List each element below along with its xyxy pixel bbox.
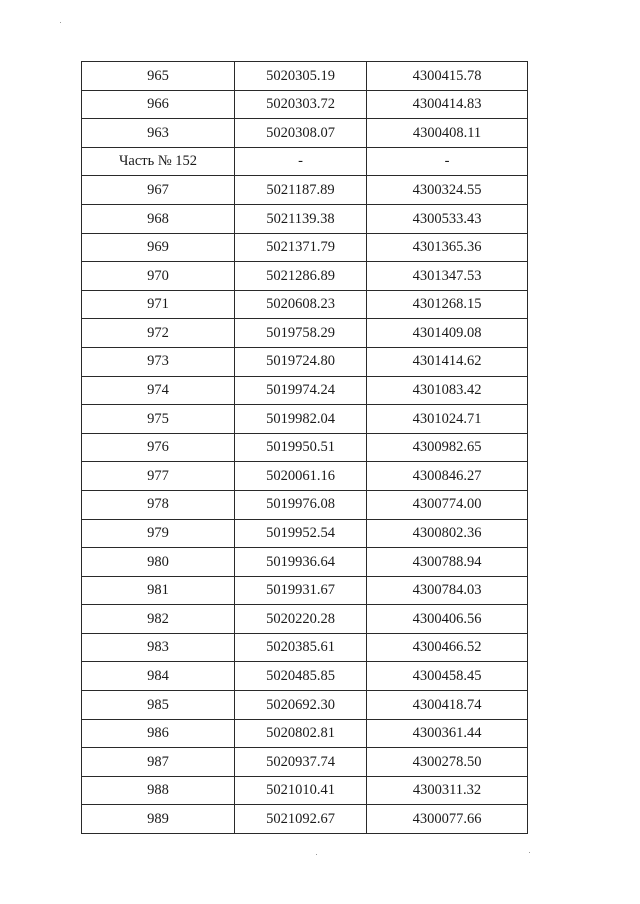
- y-coordinate-cell: 4301414.62: [367, 347, 528, 376]
- y-coordinate-cell: 4300788.94: [367, 548, 528, 577]
- x-coordinate-cell: 5020802.81: [235, 719, 367, 748]
- y-coordinate-cell: 4301409.08: [367, 319, 528, 348]
- point-number-cell: 979: [82, 519, 235, 548]
- y-coordinate-cell: 4300466.52: [367, 633, 528, 662]
- point-number-cell: 975: [82, 405, 235, 434]
- point-number-cell: 988: [82, 776, 235, 805]
- y-coordinate-cell: 4300784.03: [367, 576, 528, 605]
- point-number-cell: 970: [82, 262, 235, 291]
- table-row: [82, 548, 528, 577]
- table-row: [82, 347, 528, 376]
- y-coordinate-cell: 4300414.83: [367, 90, 528, 119]
- table-row: [82, 605, 528, 634]
- x-coordinate-cell: 5019982.04: [235, 405, 367, 434]
- point-number-cell: 965: [82, 62, 235, 91]
- table-row: [82, 405, 528, 434]
- table-row: [82, 519, 528, 548]
- x-coordinate-cell: 5019974.24: [235, 376, 367, 405]
- table-row: [82, 633, 528, 662]
- point-number-cell: 985: [82, 691, 235, 720]
- y-coordinate-cell: 4300278.50: [367, 748, 528, 777]
- x-coordinate-cell: 5020061.16: [235, 462, 367, 491]
- x-coordinate-cell: 5020692.30: [235, 691, 367, 720]
- point-number-cell: 980: [82, 548, 235, 577]
- point-number-cell: 973: [82, 347, 235, 376]
- table-row: [82, 233, 528, 262]
- table-row: [82, 433, 528, 462]
- scan-speck: [316, 854, 317, 855]
- table-row: [82, 691, 528, 720]
- y-coordinate-cell: 4300361.44: [367, 719, 528, 748]
- table-row: [82, 204, 528, 233]
- x-coordinate-cell: 5021139.38: [235, 204, 367, 233]
- x-coordinate-cell: 5019976.08: [235, 490, 367, 519]
- y-coordinate-cell: 4300533.43: [367, 204, 528, 233]
- table-row: [82, 490, 528, 519]
- x-coordinate-cell: 5019931.67: [235, 576, 367, 605]
- x-coordinate-cell: 5020385.61: [235, 633, 367, 662]
- y-coordinate-cell: 4300458.45: [367, 662, 528, 691]
- table-row: [82, 719, 528, 748]
- point-number-cell: 981: [82, 576, 235, 605]
- x-coordinate-cell: 5021371.79: [235, 233, 367, 262]
- x-coordinate-cell: 5019950.51: [235, 433, 367, 462]
- point-number-cell: 987: [82, 748, 235, 777]
- point-number-cell: Часть № 152: [82, 147, 235, 176]
- point-number-cell: 983: [82, 633, 235, 662]
- y-coordinate-cell: 4300077.66: [367, 805, 528, 834]
- x-coordinate-cell: 5020608.23: [235, 290, 367, 319]
- y-coordinate-cell: 4301024.71: [367, 405, 528, 434]
- point-number-cell: 978: [82, 490, 235, 519]
- point-number-cell: 984: [82, 662, 235, 691]
- scan-speck: [529, 852, 530, 853]
- y-coordinate-cell: 4301083.42: [367, 376, 528, 405]
- y-coordinate-cell: 4300846.27: [367, 462, 528, 491]
- x-coordinate-cell: 5020303.72: [235, 90, 367, 119]
- table-row: [82, 176, 528, 205]
- y-coordinate-cell: 4300406.56: [367, 605, 528, 634]
- y-coordinate-cell: 4300418.74: [367, 691, 528, 720]
- point-number-cell: 986: [82, 719, 235, 748]
- x-coordinate-cell: 5019724.80: [235, 347, 367, 376]
- x-coordinate-cell: 5019936.64: [235, 548, 367, 577]
- x-coordinate-cell: 5021286.89: [235, 262, 367, 291]
- coordinates-table: [81, 61, 528, 834]
- table-row: [82, 119, 528, 148]
- x-coordinate-cell: 5020220.28: [235, 605, 367, 634]
- y-coordinate-cell: 4300802.36: [367, 519, 528, 548]
- point-number-cell: 976: [82, 433, 235, 462]
- point-number-cell: 966: [82, 90, 235, 119]
- coordinates-table-body: [82, 62, 528, 834]
- table-row: [82, 662, 528, 691]
- y-coordinate-cell: 4301268.15: [367, 290, 528, 319]
- table-row: [82, 290, 528, 319]
- table-row: [82, 462, 528, 491]
- x-coordinate-cell: 5020305.19: [235, 62, 367, 91]
- point-number-cell: 963: [82, 119, 235, 148]
- point-number-cell: 968: [82, 204, 235, 233]
- x-coordinate-cell: 5020485.85: [235, 662, 367, 691]
- table-row: [82, 90, 528, 119]
- x-coordinate-cell: 5021092.67: [235, 805, 367, 834]
- table-row: [82, 262, 528, 291]
- x-coordinate-cell: 5021010.41: [235, 776, 367, 805]
- point-number-cell: 982: [82, 605, 235, 634]
- x-coordinate-cell: -: [235, 147, 367, 176]
- table-row: [82, 748, 528, 777]
- table-row: [82, 376, 528, 405]
- y-coordinate-cell: 4300774.00: [367, 490, 528, 519]
- y-coordinate-cell: 4300982.65: [367, 433, 528, 462]
- table-row: [82, 62, 528, 91]
- x-coordinate-cell: 5020937.74: [235, 748, 367, 777]
- y-coordinate-cell: 4301347.53: [367, 262, 528, 291]
- point-number-cell: 971: [82, 290, 235, 319]
- table-row: [82, 147, 528, 176]
- x-coordinate-cell: 5020308.07: [235, 119, 367, 148]
- point-number-cell: 969: [82, 233, 235, 262]
- y-coordinate-cell: 4300324.55: [367, 176, 528, 205]
- table-row: [82, 776, 528, 805]
- point-number-cell: 972: [82, 319, 235, 348]
- y-coordinate-cell: 4300408.11: [367, 119, 528, 148]
- table-row: [82, 805, 528, 834]
- x-coordinate-cell: 5019758.29: [235, 319, 367, 348]
- table-row: [82, 576, 528, 605]
- point-number-cell: 974: [82, 376, 235, 405]
- y-coordinate-cell: 4301365.36: [367, 233, 528, 262]
- y-coordinate-cell: 4300311.32: [367, 776, 528, 805]
- x-coordinate-cell: 5021187.89: [235, 176, 367, 205]
- x-coordinate-cell: 5019952.54: [235, 519, 367, 548]
- point-number-cell: 967: [82, 176, 235, 205]
- point-number-cell: 977: [82, 462, 235, 491]
- y-coordinate-cell: -: [367, 147, 528, 176]
- y-coordinate-cell: 4300415.78: [367, 62, 528, 91]
- table-row: [82, 319, 528, 348]
- scan-speck: [60, 22, 61, 23]
- point-number-cell: 989: [82, 805, 235, 834]
